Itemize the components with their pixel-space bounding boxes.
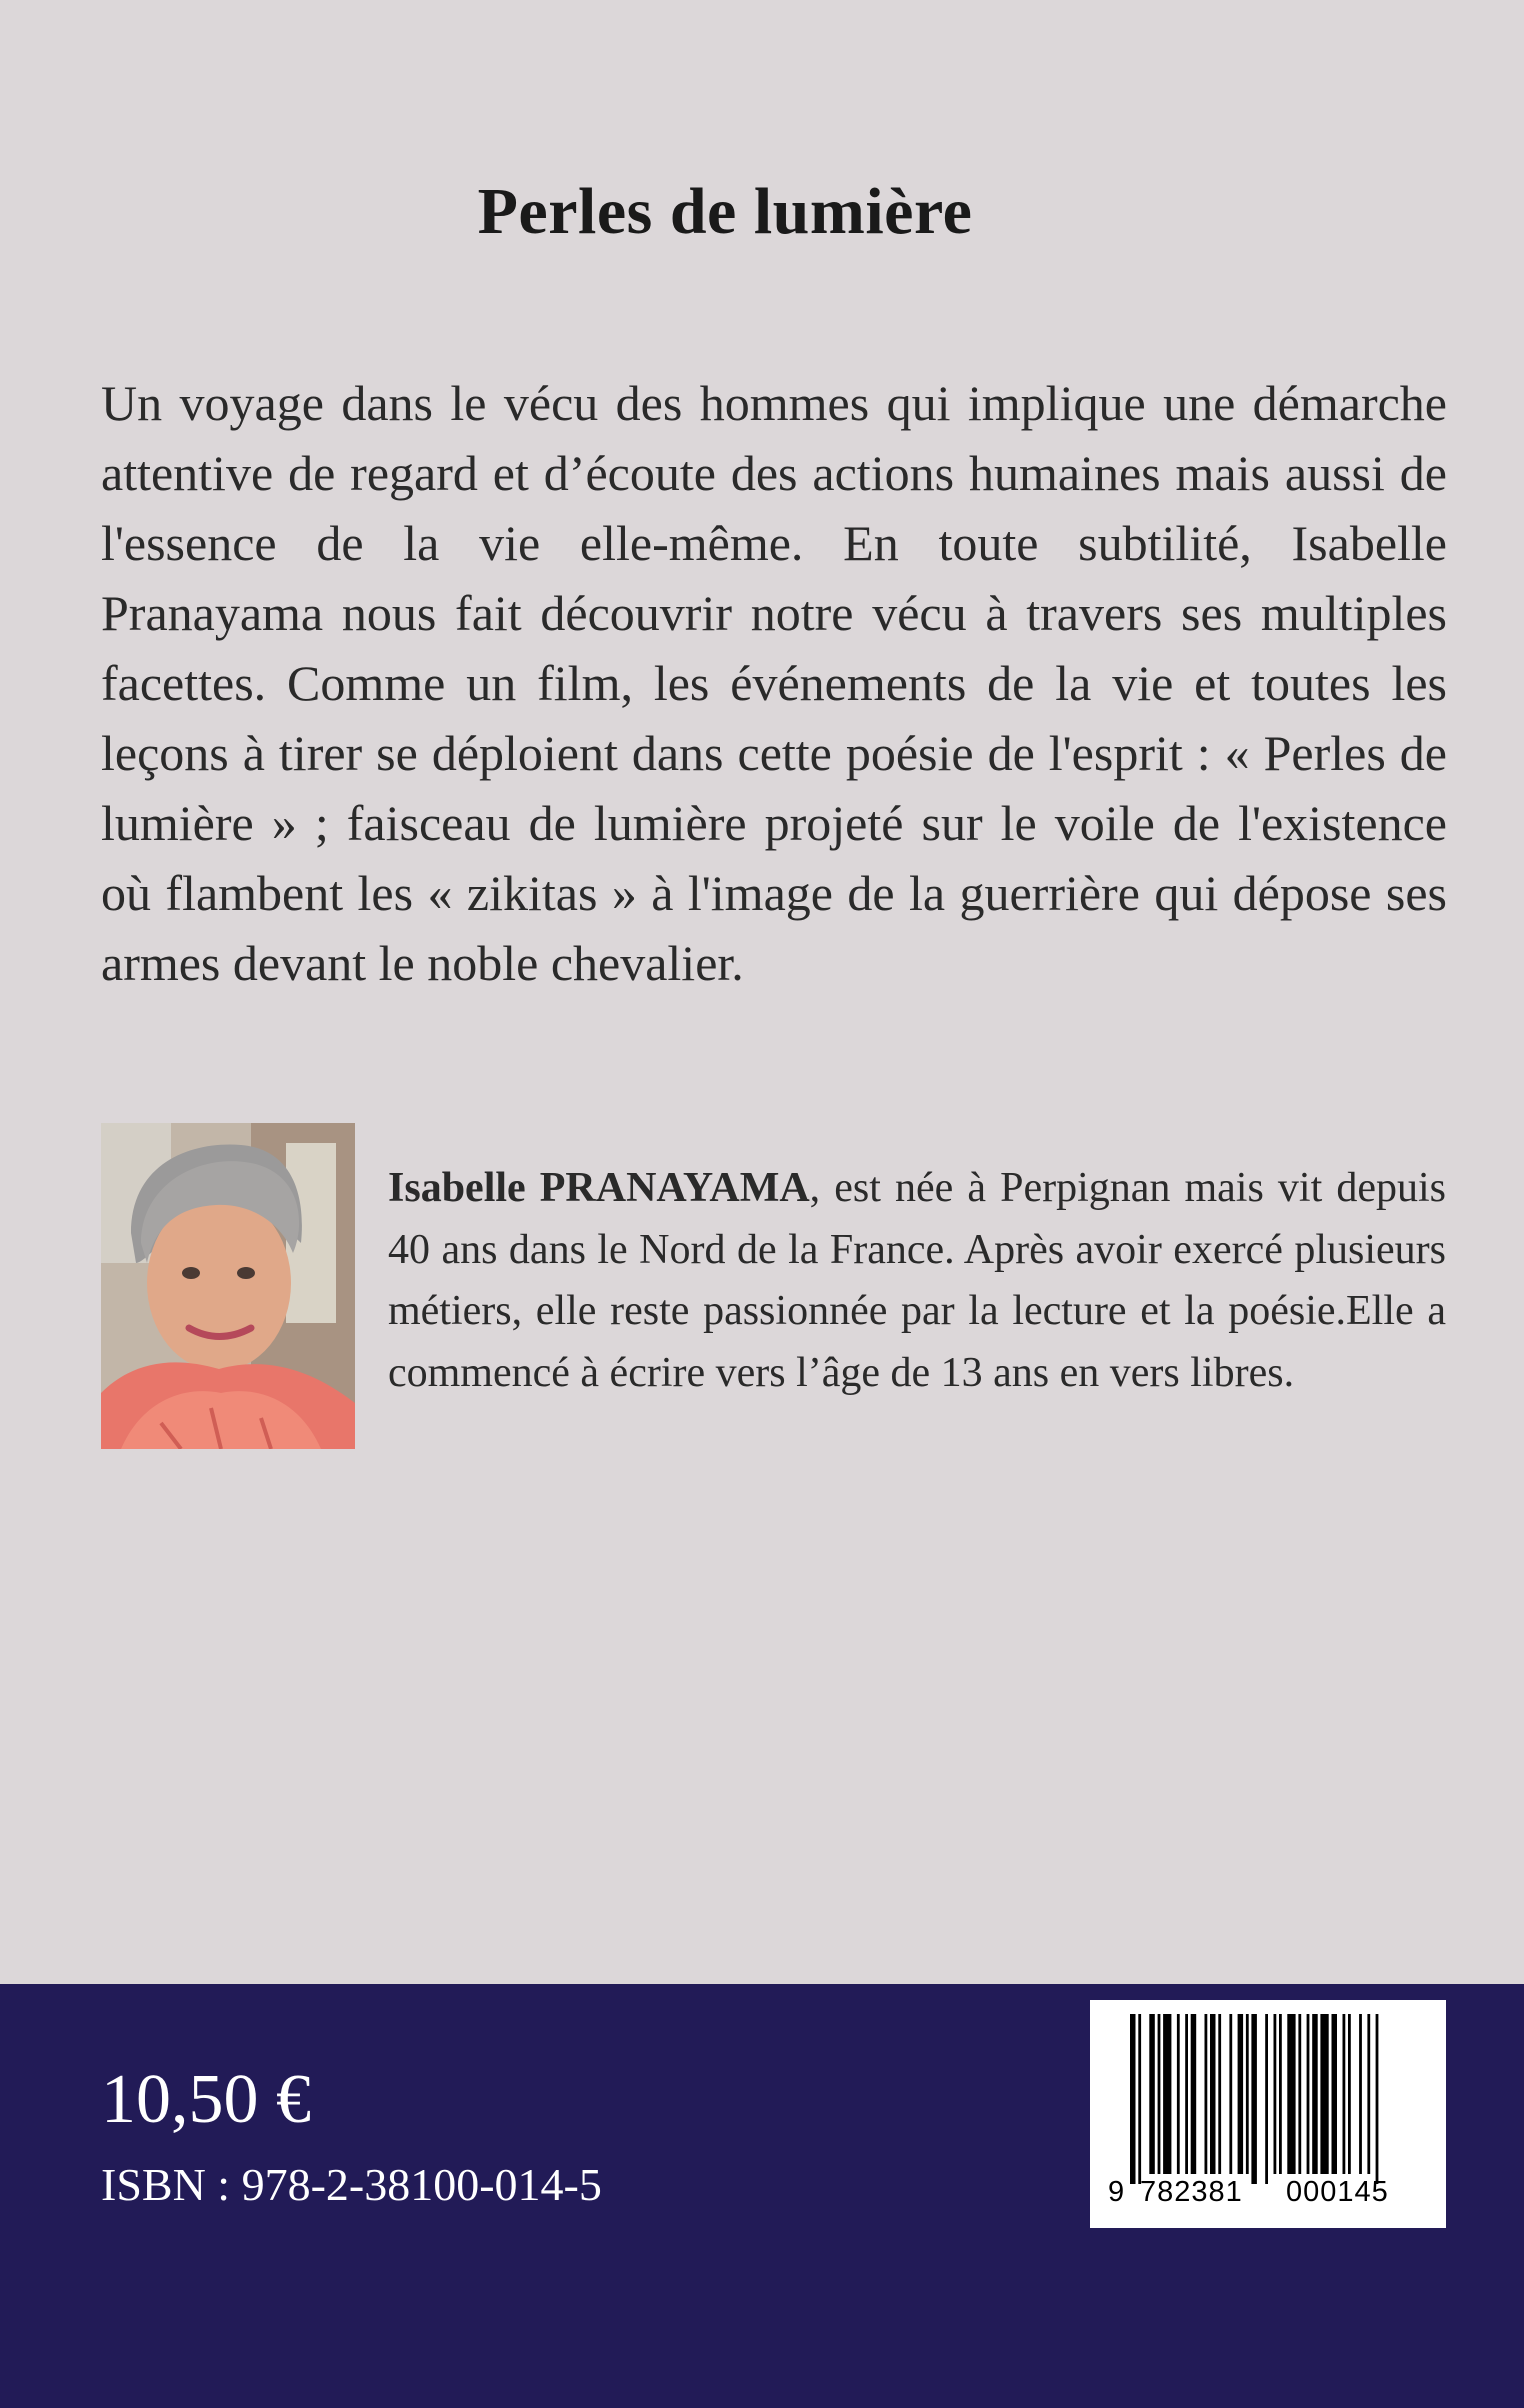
barcode <box>1090 2000 1446 2228</box>
barcode-bar <box>1367 2014 1370 2174</box>
barcode-digits <box>1090 2176 1446 2212</box>
barcode-bar <box>1376 2014 1379 2184</box>
barcode-bar <box>1320 2014 1328 2174</box>
barcode-bar <box>1218 2014 1221 2174</box>
author-photo <box>101 1123 355 1449</box>
barcode-bar <box>1246 2014 1249 2174</box>
barcode-bar <box>1251 2014 1257 2184</box>
barcode-right-group: 000145 <box>1286 2176 1389 2208</box>
barcode-left-group: 782381 <box>1140 2176 1243 2208</box>
author-bio-text: , est née à Perpignan mais vit depuis 40 ans dans le Nord de la France. Après avoir exercé plusieurs métiers, elle reste passionnée par la lecture et la poésie.Elle a commencé à écrire vers l’âge de 13 ans en vers libres. <box>388 1165 1446 1396</box>
barcode-bar <box>1274 2014 1277 2174</box>
book-title: Perles de lumière <box>477 175 973 249</box>
barcode-bar <box>1130 2014 1136 2184</box>
barcode-bar <box>1312 2014 1318 2174</box>
barcode-bar <box>1158 2014 1161 2174</box>
barcode-bar <box>1298 2014 1301 2174</box>
barcode-bar <box>1307 2014 1310 2174</box>
barcode-bar <box>1138 2014 1141 2184</box>
isbn: ISBN : 978-2-38100-014-5 <box>101 2159 602 2210</box>
barcode-bar <box>1348 2014 1351 2174</box>
barcode-bar <box>1185 2014 1188 2174</box>
barcode-first-digit: 9 <box>1108 2176 1126 2208</box>
barcode-bar <box>1210 2014 1216 2174</box>
barcode-bar <box>1238 2014 1244 2174</box>
barcode-bar <box>1163 2014 1171 2174</box>
author-name: Isabelle PRANAYAMA <box>388 1165 810 1211</box>
barcode-bar <box>1229 2014 1232 2174</box>
barcode-bar <box>1191 2014 1197 2174</box>
barcode-bar <box>1332 2014 1338 2174</box>
barcode-bar <box>1205 2014 1208 2174</box>
barcode-bar <box>1149 2014 1155 2174</box>
barcode-bar <box>1343 2014 1346 2174</box>
price: 10,50 € <box>101 2061 311 2138</box>
barcode-bar <box>1287 2014 1295 2174</box>
barcode-bar <box>1279 2014 1282 2174</box>
barcode-bar <box>1177 2014 1180 2174</box>
barcode-bar <box>1265 2014 1268 2184</box>
book-blurb: Un voyage dans le vécu des hommes qui implique une démarche attentive de regard et d’écoute des actions humaines mais aussi de l'essence de la vie elle-même. En toute subtilité, Isabelle Pranayama nous fait découvrir notre vécu à travers ses multiples facettes. Comme un film, les événements de la vie et toutes les leçons à tirer se déploient dans cette poésie de l'esprit : « Perles de lumière » ; faisceau de lumière projeté sur le voile de l'existence où flambent les « zikitas » à l'image de la guerrière qui dépose ses armes devant le noble chevalier. <box>101 375 1447 991</box>
author-bio <box>388 1158 1446 1404</box>
barcode-bar <box>1359 2014 1362 2174</box>
